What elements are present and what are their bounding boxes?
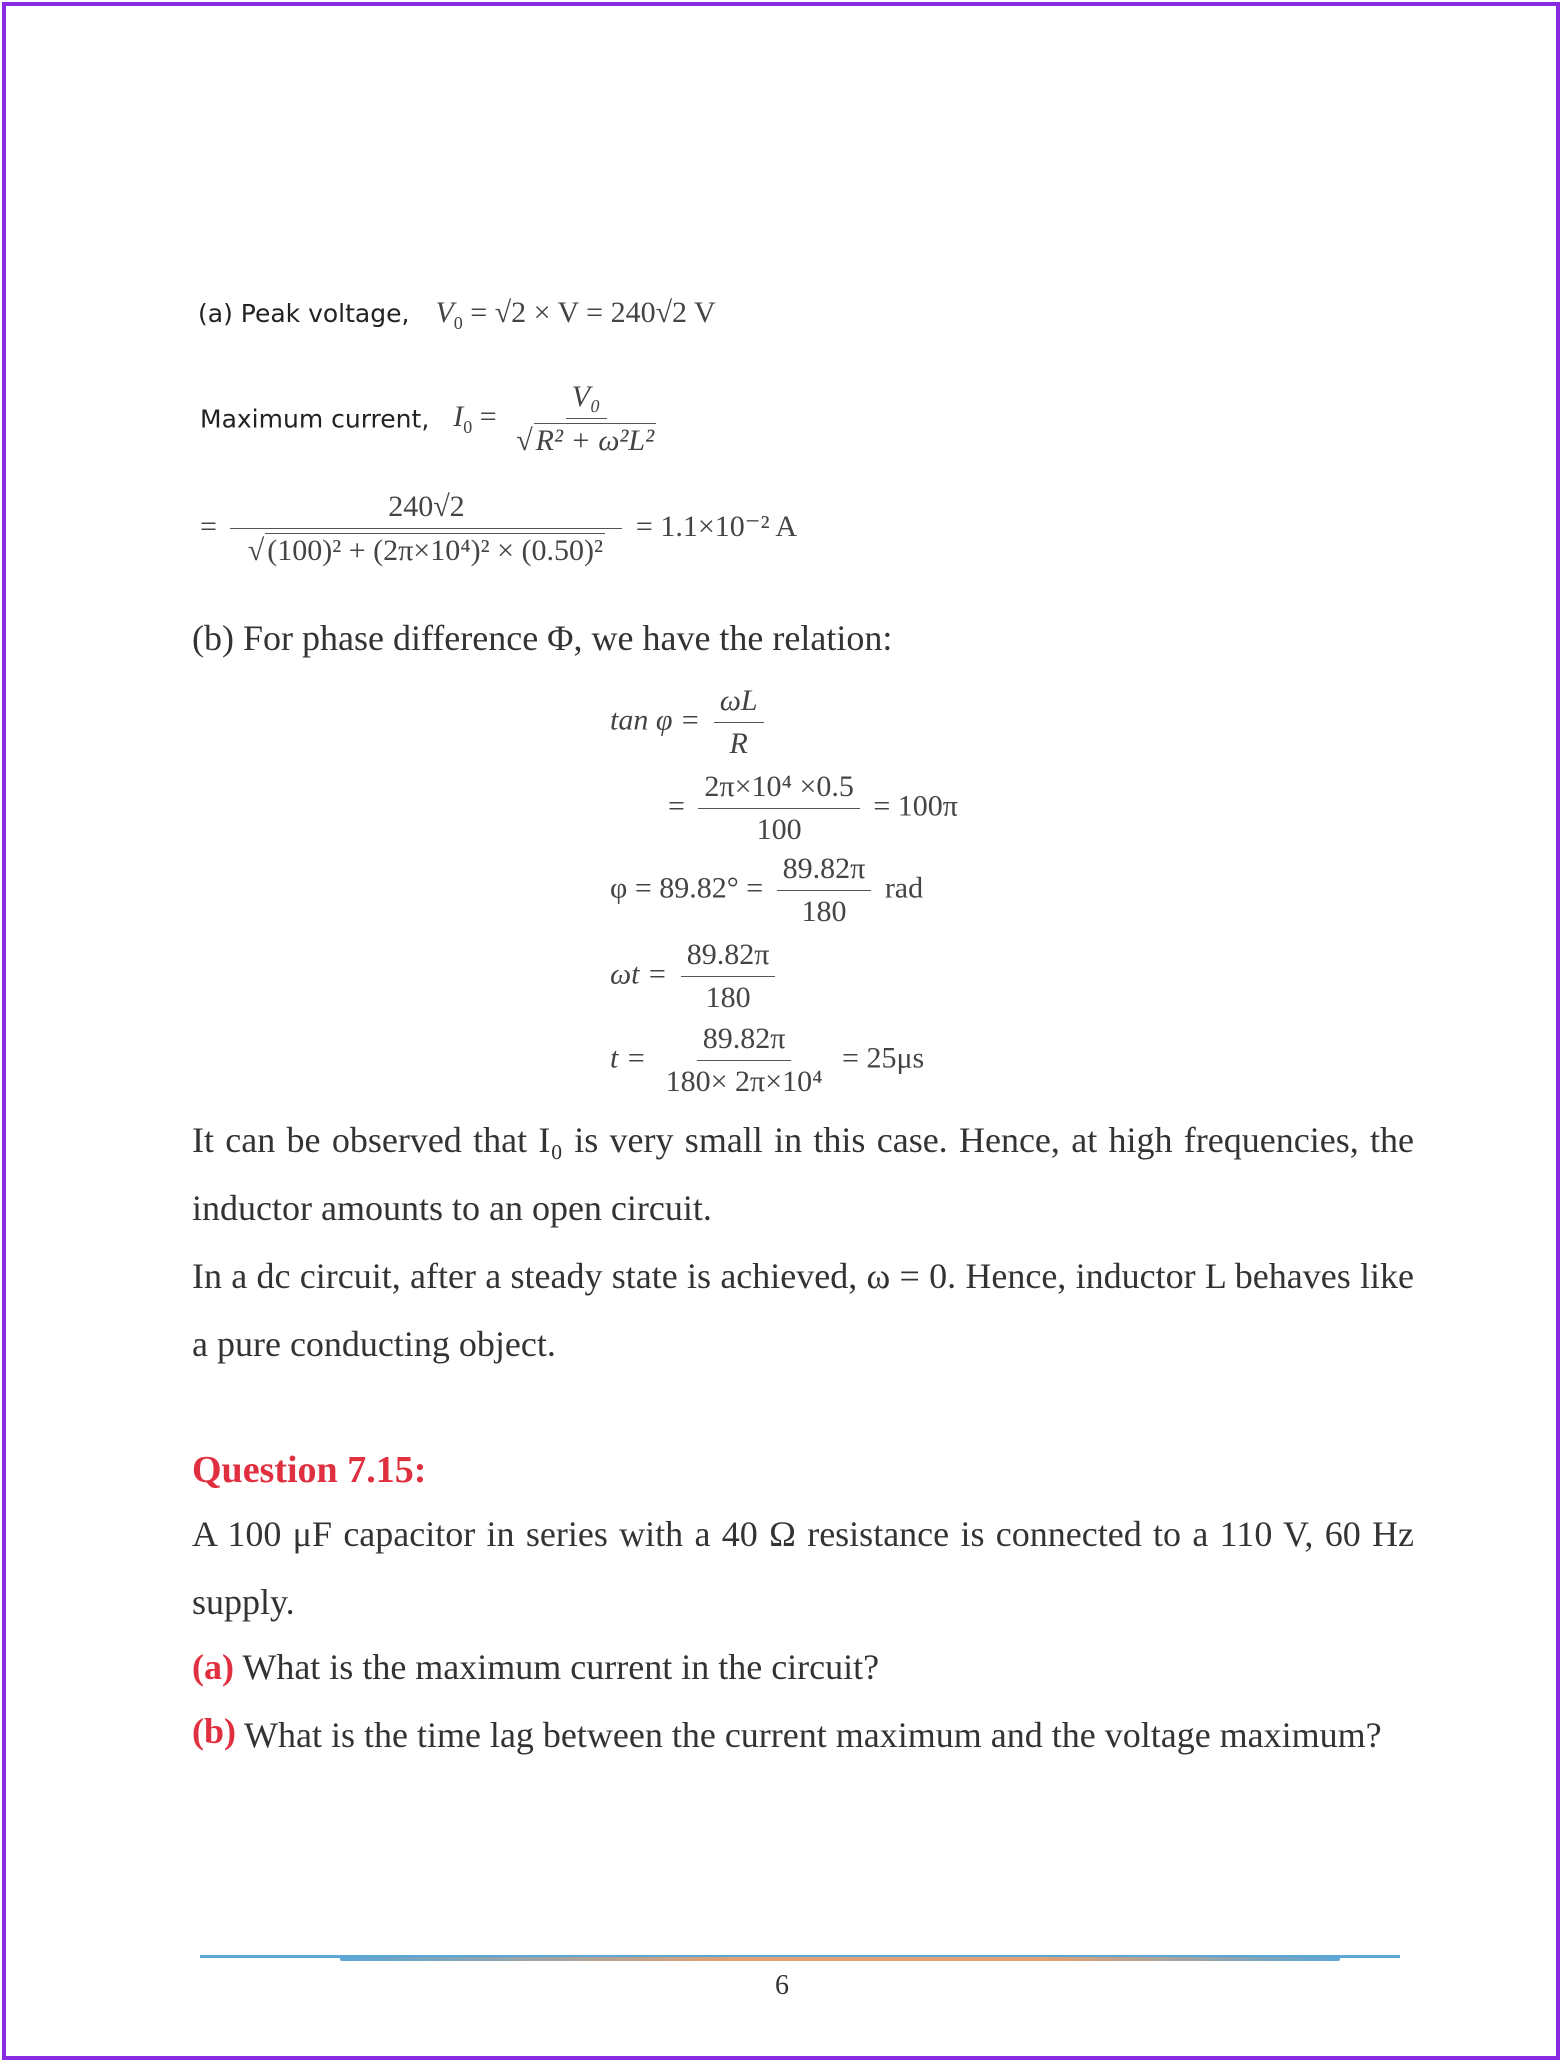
max-current-line	[200, 380, 668, 458]
page-number: 6	[775, 1970, 789, 2001]
tan-phi-step: = $\frac{\text{2π×10⁴ ×0.5}}{100}$ = 100π	[668, 770, 958, 846]
peak-voltage-label: (a) Peak voltage,	[198, 299, 410, 328]
part-b-text: What is the time lag between the current maximum and the voltage maximum?	[244, 1715, 1382, 1755]
peak-voltage-line	[198, 296, 716, 334]
max-current-denominator: R² + ω²L²	[535, 424, 655, 457]
phase-difference-intro: (b) For phase difference Φ, we have the relation:	[192, 618, 893, 658]
question-heading: Question 7.15:	[192, 1449, 427, 1491]
tan-phi-equation: tan φ = $\frac{\omega L}{R}$	[610, 684, 770, 761]
max-current-calculation: = $\frac{240√2}{\text{√ (100)² + (2π×10⁴)² × (0.50)²}}$ = 1.1×10⁻² A	[200, 490, 798, 567]
max-current-label: Maximum current,	[200, 404, 430, 434]
calc-result: = 1.1×10⁻² A	[635, 509, 798, 543]
max-current-numerator: V₀	[566, 380, 607, 419]
question-text: A 100 μF capacitor in series with a 40 Ω resistance is connected to a 110 V, 60 Hz supply.	[192, 1514, 1414, 1622]
question-part-b	[192, 1710, 1414, 1760]
part-a-label: (a)	[192, 1647, 234, 1687]
calc-numerator: 240√2	[230, 490, 622, 529]
time-equation: t = $\frac{89.82\pi}{\text{180× 2π×10⁴}}$ = 25μs	[610, 1022, 925, 1098]
part-a-text: What is the maximum current in the circuit?	[242, 1647, 880, 1687]
footer-divider-accent	[340, 1957, 1340, 1961]
peak-voltage-formula: $V_0 = √2 \times V = 240√2$ V	[435, 296, 716, 333]
part-b-label: (b)	[192, 1711, 236, 1751]
question-part-a	[192, 1646, 879, 1688]
conclusion-paragraph-2: In a dc circuit, after a steady state is achieved, ω = 0. Hence, inductor L behaves like a pure conducting object.	[192, 1256, 1414, 1364]
phi-value-equation: φ = 89.82° = $\frac{89.82\pi}{180}$ rad	[610, 852, 924, 928]
omega-t-equation: ωt = $\frac{89.82\pi}{180}$	[610, 938, 781, 1015]
conclusion-paragraph-1: It can be observed that I₀ is very small in this case. Hence, at high frequencies, the inductor amounts to an open circuit.	[192, 1120, 1414, 1228]
calc-denominator: (100)² + (2π×10⁴)² × (0.50)²	[267, 534, 604, 567]
max-current-formula: $I_0$ = $\frac{\text{V₀}}{\text{√ R² + ω²L²}}$	[453, 380, 655, 457]
